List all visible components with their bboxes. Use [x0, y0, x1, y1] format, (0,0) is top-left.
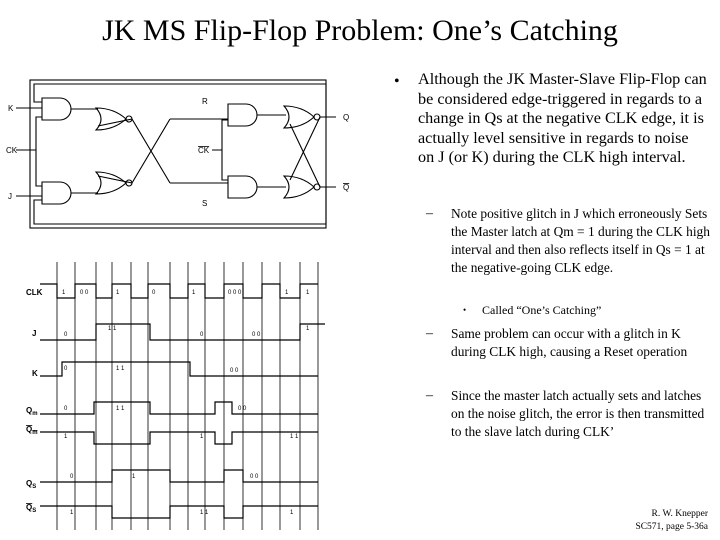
nor-gate — [96, 108, 126, 130]
svg-text:0 0: 0 0 — [80, 290, 89, 296]
subsub-bullet-marker: • — [463, 305, 467, 315]
signal-label-qs: $Q_S$ — [26, 479, 37, 490]
bullet-marker: • — [394, 73, 400, 90]
qm-bar-waveform — [40, 432, 318, 444]
label-q: Q — [343, 113, 350, 122]
timing-diagram — [40, 262, 325, 530]
svg-text:1 1: 1 1 — [290, 434, 299, 440]
signal-label-k: K — [32, 369, 38, 378]
svg-text:1: 1 — [306, 290, 310, 296]
nor-gate — [96, 172, 126, 194]
svg-text:0: 0 — [64, 332, 68, 338]
svg-text:0: 0 — [152, 290, 156, 296]
label-ckbar: CK — [198, 146, 210, 155]
sub-bullet-marker: – — [426, 388, 433, 403]
timing-signal-labels — [26, 288, 43, 514]
signal-label-qm-bar: $Q_m$ — [26, 425, 38, 436]
svg-text:1: 1 — [116, 290, 120, 296]
label-k: K — [8, 104, 14, 113]
jk-master-slave-circuit — [16, 80, 336, 228]
svg-text:1: 1 — [192, 290, 196, 296]
bullet-main-text: Although the JK Master-Slave Flip-Flop can be considered edge-triggered in regards to a change in Qs at the negative CLK edge, it is actually level sensitive in regards to noise on J (or K) during the CLK high interval. — [418, 70, 707, 167]
sub-bullet-3-text: Since the master latch actually sets and latches on the noise glitch, the error is then transmitted to the slave latch during CLK’ — [451, 388, 705, 439]
svg-text:0: 0 — [64, 406, 68, 412]
label-s: S — [202, 199, 208, 208]
svg-text:1 1: 1 1 — [116, 406, 125, 412]
signal-label-clk: CLK — [26, 288, 43, 297]
nor-gate — [284, 106, 314, 128]
svg-text:1: 1 — [200, 434, 204, 440]
clock-edge-markers — [57, 262, 318, 530]
footer — [600, 508, 708, 534]
nor-gate — [284, 176, 314, 198]
subsub-bullet-text: Called “One’s Catching” — [482, 303, 602, 317]
sub-bullet-marker: – — [426, 326, 433, 341]
svg-text:1: 1 — [132, 474, 136, 480]
circuit-frame — [30, 80, 326, 228]
svg-text:0: 0 — [64, 366, 68, 372]
svg-text:1 1: 1 1 — [108, 326, 117, 332]
svg-text:1: 1 — [290, 510, 294, 516]
svg-text:1: 1 — [70, 510, 74, 516]
qm-waveform — [40, 402, 318, 414]
svg-text:1: 1 — [62, 290, 66, 296]
signal-label-qs-bar: $Q_S$ — [26, 503, 37, 514]
signal-label-j: J — [32, 329, 37, 338]
and-gate — [228, 176, 257, 198]
sub-bullet-marker: – — [426, 206, 433, 221]
qs-bar-waveform — [40, 506, 318, 518]
svg-text:0: 0 — [200, 332, 204, 338]
footer-author: R. W. Knepper — [651, 509, 708, 519]
label-qbar: Q — [343, 183, 350, 192]
label-ck: CK — [6, 146, 18, 155]
svg-text:0 0: 0 0 — [238, 406, 247, 412]
svg-text:1: 1 — [64, 434, 68, 440]
qs-waveform — [40, 470, 318, 482]
signal-label-qm: $Q_m$ — [26, 406, 38, 417]
svg-text:1: 1 — [285, 290, 289, 296]
k-waveform — [40, 362, 318, 376]
and-gate — [42, 182, 71, 204]
svg-text:0 0 0: 0 0 0 — [228, 290, 242, 296]
svg-text:0 0: 0 0 — [250, 474, 259, 480]
svg-text:0 0: 0 0 — [252, 332, 261, 338]
sub-bullet-1-text: Note positive glitch in J which erroneously Sets the Master latch at Qm = 1 during the CLK high interval and then also reflects itself in Qs = 1 at the negative-going CLK edge. — [451, 206, 710, 275]
svg-text:1 1: 1 1 — [200, 510, 209, 516]
slide-title: JK MS Flip-Flop Problem: One’s Catching — [102, 14, 618, 47]
waveforms — [40, 284, 325, 518]
and-gate — [42, 98, 71, 120]
footer-page: SC571, page 5-36a — [635, 522, 708, 532]
label-j: J — [8, 192, 12, 201]
j-waveform — [40, 324, 325, 340]
label-r: R — [202, 97, 208, 106]
svg-text:0 0: 0 0 — [230, 368, 239, 374]
svg-text:0: 0 — [70, 474, 74, 480]
svg-text:1: 1 — [306, 326, 310, 332]
sub-bullet-2-text: Same problem can occur with a glitch in K during CLK high, causing a Reset operation — [451, 326, 688, 359]
circuit-labels — [6, 97, 349, 208]
svg-text:1 1: 1 1 — [116, 366, 125, 372]
and-gate — [228, 104, 257, 126]
